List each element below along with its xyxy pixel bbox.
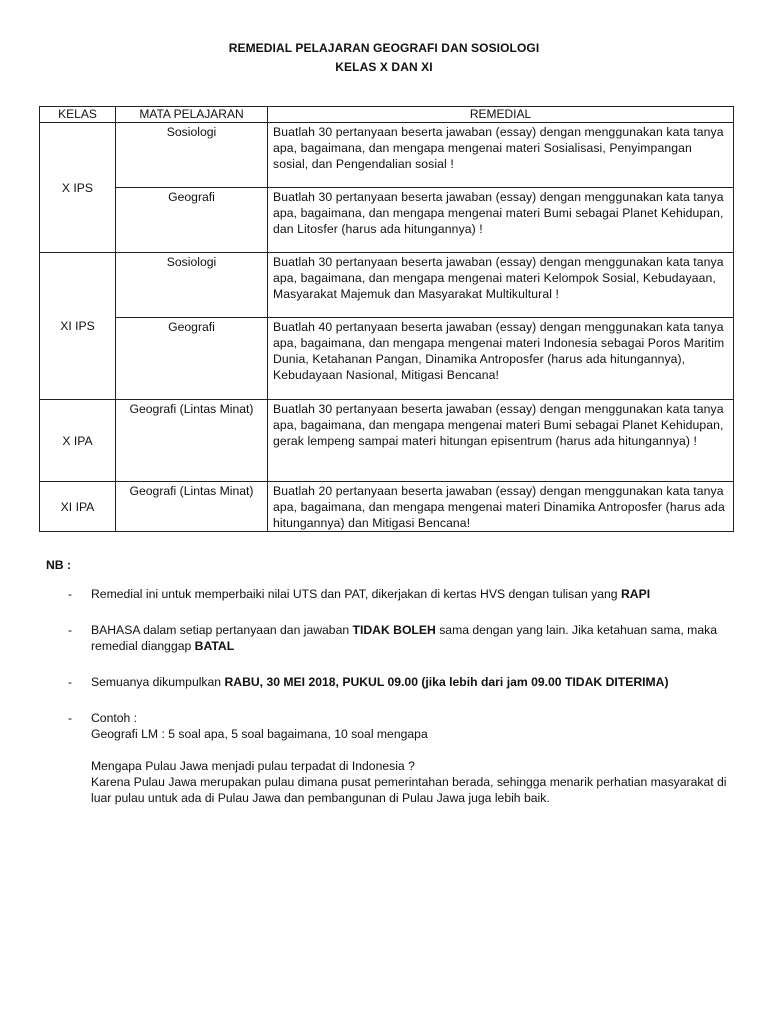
remedial-cell: Buatlah 20 pertanyaan beserta jawaban (essay) dengan menggunakan kata tanya apa, bagaimana, dan mengapa mengenai materi Dinamika Antroposfer (harus ada hitungannya) dan Mitigasi Bencana! [268, 482, 734, 532]
list-item [68, 674, 738, 690]
list-item [68, 622, 738, 654]
table-row [40, 318, 734, 400]
kelas-cell: XI IPA [40, 482, 116, 532]
list-item [68, 710, 738, 806]
note-text: Semuanya dikumpulkan RABU, 30 MEI 2018, PUKUL 09.00 (jika lebih dari jam 09.00 TIDAK DITERIMA) [91, 675, 669, 689]
bullet-dash: - [68, 587, 73, 601]
mapel-cell: Sosiologi [116, 253, 268, 318]
example-question: Mengapa Pulau Jawa menjadi pulau terpadat di Indonesia ? [91, 759, 415, 773]
example-answer: Karena Pulau Jawa merupakan pulau dimana pusat pemerintahan berada, sehingga menarik perhatian masyarakat di luar pulau untuk ada di Pulau Jawa dan pembangunan di Pulau Jawa juga lebih baik. [91, 775, 727, 805]
kelas-cell: X IPA [40, 400, 116, 482]
bullet-dash: - [68, 675, 73, 689]
remedial-cell: Buatlah 30 pertanyaan beserta jawaban (essay) dengan menggunakan kata tanya apa, bagaimana, dan mengapa mengenai materi Bumi sebagai Planet Kehidupan, dan Litosfer (harus ada hitungannya) ! [268, 188, 734, 253]
table-row [40, 123, 734, 188]
table-row [40, 253, 734, 318]
example-block [91, 710, 738, 806]
note-text: BAHASA dalam setiap pertanyaan dan jawaban TIDAK BOLEH sama dengan yang lain. Jika ketahuan sama, maka remedial dianggap BATAL [91, 623, 717, 653]
bullet-dash: - [68, 711, 73, 725]
remedial-cell: Buatlah 30 pertanyaan beserta jawaban (essay) dengan menggunakan kata tanya apa, bagaimana, dan mengapa mengenai materi Sosialisasi, Penyimpangan sosial, dan Pengendalian sosial ! [268, 123, 734, 188]
column-header-remedial: REMEDIAL [268, 107, 734, 123]
mapel-cell: Geografi (Lintas Minat) [116, 400, 268, 482]
column-header-mata-pelajaran: MATA PELAJARAN [116, 107, 268, 123]
mapel-cell: Geografi [116, 318, 268, 400]
list-item [68, 586, 738, 602]
notes-list [68, 586, 738, 826]
kelas-cell: X IPS [40, 123, 116, 253]
document-subtitle: KELAS X DAN XI [335, 60, 433, 74]
remedial-cell: Buatlah 30 pertanyaan beserta jawaban (essay) dengan menggunakan kata tanya apa, bagaimana, dan mengapa mengenai materi Bumi sebagai Planet Kehidupan, gerak lempeng sampai materi hitungan episentrum (harus ada hitungannya) ! [268, 400, 734, 482]
mapel-cell: Sosiologi [116, 123, 268, 188]
kelas-cell: XI IPS [40, 253, 116, 400]
note-text: Remedial ini untuk memperbaiki nilai UTS dan PAT, dikerjakan di kertas HVS dengan tulisan yang RAPI [91, 587, 651, 601]
table-header-row [40, 107, 734, 123]
mapel-cell: Geografi (Lintas Minat) [116, 482, 268, 532]
bullet-dash: - [68, 623, 73, 637]
remedial-cell: Buatlah 40 pertanyaan beserta jawaban (essay) dengan menggunakan kata tanya apa, bagaimana, dan mengapa mengenai materi Indonesia sebagai Poros Maritim Dunia, Ketahanan Pangan, Dinamika Antroposfer (harus ada hitungannya), Kebudayaan Nasional, Mitigasi Bencana! [268, 318, 734, 400]
example-line: Geografi LM : 5 soal apa, 5 soal bagaimana, 10 soal mengapa [91, 727, 428, 741]
table-row [40, 188, 734, 253]
notes-heading: NB : [46, 558, 72, 572]
table-row [40, 482, 734, 532]
table-row [40, 400, 734, 482]
document-title: REMEDIAL PELAJARAN GEOGRAFI DAN SOSIOLOGI [228, 41, 540, 55]
remedial-table [39, 106, 734, 532]
remedial-cell: Buatlah 30 pertanyaan beserta jawaban (essay) dengan menggunakan kata tanya apa, bagaimana, dan mengapa mengenai materi Kelompok Sosial, Kebudayaan, Masyarakat Majemuk dan Masyarakat Multikultural ! [268, 253, 734, 318]
column-header-kelas: KELAS [40, 107, 116, 123]
example-label: Contoh : [91, 711, 138, 725]
mapel-cell: Geografi [116, 188, 268, 253]
